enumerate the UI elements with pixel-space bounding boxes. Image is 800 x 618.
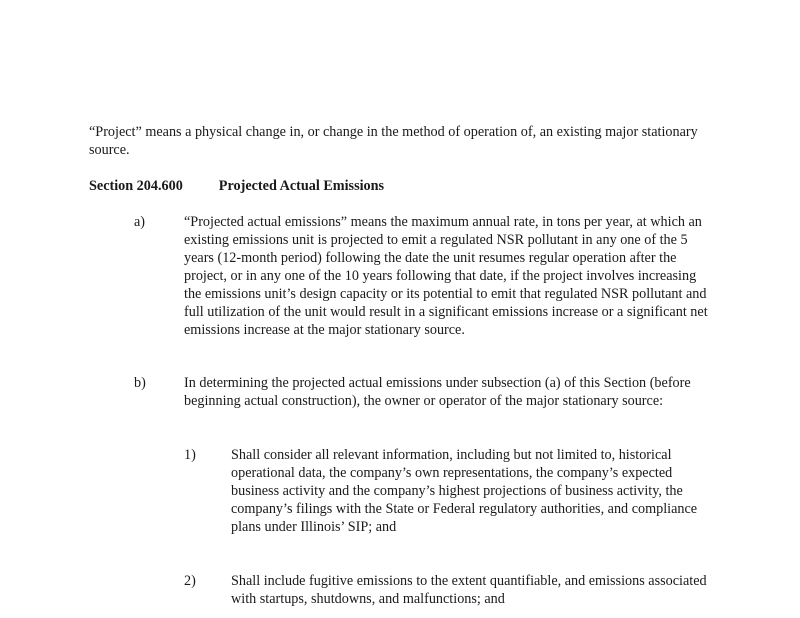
project-definition-paragraph: “Project” means a physical change in, or change in the method of operation of, an existing major stationary source. [89, 124, 698, 158]
section-number: Section 204.600 [89, 178, 183, 194]
subitem-b2-marker: 2) [184, 573, 196, 589]
section-heading [89, 177, 384, 195]
subitem-b2-text: Shall include fugitive emissions to the extent quantifiable, and emissions associated with startups, shutdowns, and malfunctions; and [231, 573, 707, 607]
section-title: Projected Actual Emissions [218, 178, 385, 194]
item-a-marker: a) [134, 214, 146, 230]
subitem-b1-text: Shall consider all relevant information, including but not limited to, historical operational data, the company’s own representations, the company’s expected business activity and the company’s highest projections of business activity, the company’s filings with the State or Federal regulatory authorities, and compliance plans under Illinois’ SIP; and [231, 447, 698, 535]
subitem-b1-marker: 1) [184, 447, 196, 463]
item-b-marker: b) [134, 375, 146, 391]
item-a-text: “Projected actual emissions” means the maximum annual rate, in tons per year, at which an existing emissions unit is projected to emit a regulated NSR pollutant in any one of the 5 years (12-month period) following the date the unit resumes regular operation after the project, or in any one of the 10 years following that date, if the project involves increasing the emissions unit’s design capacity or its potential to emit that regulated NSR pollutant and full utilization of the unit would result in a significant emissions increase or a significant net emissions increase at the major stationary source. [184, 214, 708, 338]
item-b-text: In determining the projected actual emissions under subsection (a) of this Section (before beginning actual construction), the owner or operator of the major stationary source: [184, 375, 691, 409]
